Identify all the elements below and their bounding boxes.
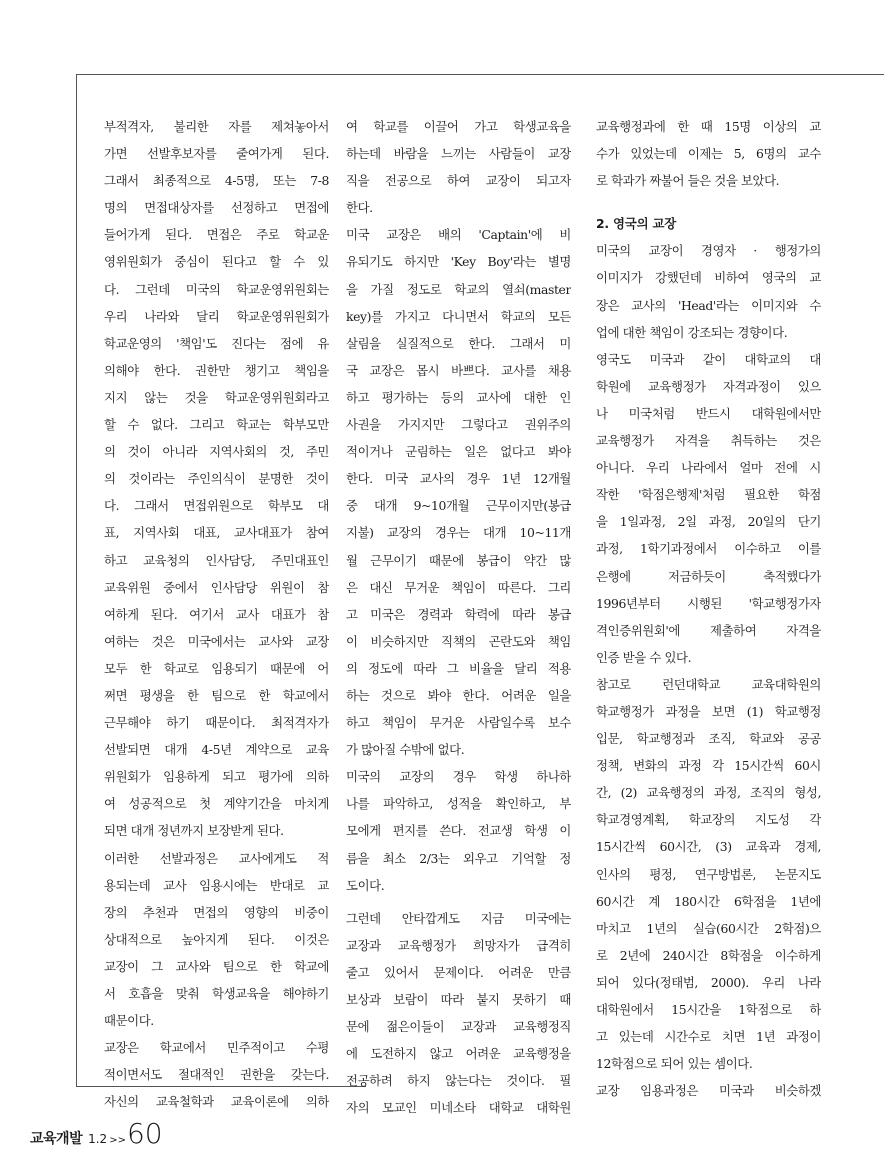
text-line: 교장이 그 교사와 팀으로 한 학교에 xyxy=(104,958,329,974)
text-line: 나 미국처럼 반드시 대학원에서만 xyxy=(596,405,821,421)
text-line: 을 가질 정도로 학교의 열쇠(master xyxy=(346,281,571,297)
text-line: 간, (2) 교육행정의 과정, 조직의 형성, xyxy=(596,785,821,801)
text-line: 가 많아질 수밖에 없다. xyxy=(346,742,465,758)
text-line: 은행에 저금하듯이 축적했다가 xyxy=(596,568,821,584)
text-line: 고 미국은 경력과 학력에 따라 봉급 xyxy=(346,606,571,622)
text-line: 여 성공적으로 첫 계약기간을 마치게 xyxy=(104,796,329,812)
text-line: 60시간 계 180시간 6학점을 1년에 xyxy=(596,893,821,909)
text-line: 문에 젊은이들이 교장과 교육행정직 xyxy=(346,1019,571,1035)
text-line: 의 정도에 따라 그 비율을 달리 적용 xyxy=(346,660,571,676)
text-line: 미국의 교장의 경우 학생 하나하 xyxy=(346,769,571,785)
text-line: 위원회가 임용하게 되고 평가에 의하 xyxy=(104,769,329,785)
text-line: 참고로 런던대학교 교육대학원의 xyxy=(596,676,821,692)
text-line: 수가 있었는데 이제는 5, 6명의 교수 xyxy=(596,146,821,162)
text-line: 되면 대개 정년까지 보장받게 된다. xyxy=(104,823,284,839)
text-line: 국 교장은 몹시 바쁘다. 교사를 채용 xyxy=(346,362,571,378)
text-line: 부적격자, 불리한 자를 제쳐놓아서 xyxy=(104,119,329,134)
text-line: 을 1일과정, 2일 과정, 20일의 단기 xyxy=(596,514,821,530)
text-line: 사권을 가지지만 그렇다고 권위주의 xyxy=(346,417,571,433)
page-frame-top-rule xyxy=(76,74,884,75)
text-line: 다. 그래서 면접위원으로 학부모 대 xyxy=(104,498,329,514)
issue-number: 1.2 xyxy=(88,1132,108,1146)
text-column-3 xyxy=(596,113,821,1104)
text-line: 교장 임용과정은 미국과 비슷하겠 xyxy=(596,1083,821,1099)
text-line: 미국의 교장이 경영자 · 행정가의 xyxy=(596,243,821,259)
text-line: 은 대신 무거운 책임이 따른다. 그리 xyxy=(346,579,571,595)
text-line: 도이다. xyxy=(346,877,385,893)
text-line: 자의 모교인 미네소타 대학교 대학원 xyxy=(346,1100,571,1116)
text-line: 학교행정가 과정을 보면 (1) 학교행정 xyxy=(596,703,821,719)
text-line: 용되는데 교사 임용시에는 반대로 교 xyxy=(104,877,329,893)
text-line: 15시간씩 60시간, (3) 교육과 경제, xyxy=(596,839,821,855)
text-line: 미국 교장은 배의 'Captain'에 비 xyxy=(346,227,571,243)
text-line: 하는데 바람을 느끼는 사람들이 교장 xyxy=(346,146,571,162)
text-line: 한다. 미국 교사의 경우 1년 12개월 xyxy=(346,471,571,487)
text-line: 의 것이 아니라 지역사회의 것, 주민 xyxy=(104,444,329,460)
text-line: 하고 평가하는 등의 교사에 대한 인 xyxy=(346,389,571,405)
text-line: 직을 전공으로 하여 교장이 되고자 xyxy=(346,173,571,189)
text-line: 다. 그런데 미국의 학교운영위원회는 xyxy=(104,281,329,297)
text-line: 아니다. 우리 나라에서 얼마 전에 시 xyxy=(596,460,821,476)
text-line: 교장은 학교에서 민주적이고 수평 xyxy=(104,1040,329,1056)
text-line: 에 도전하지 않고 어려운 교육행정을 xyxy=(346,1046,571,1062)
text-line: 적이거나 군림하는 일은 없다고 봐야 xyxy=(346,444,571,460)
text-line: 들어가게 된다. 면접은 주로 학교운 xyxy=(104,227,329,243)
text-line: 가면 선발후보자를 줄여가게 된다. xyxy=(104,146,329,162)
text-line: 지지 않는 것을 학교운영위원회라고 xyxy=(104,389,329,405)
page-footer xyxy=(30,1117,163,1154)
text-line: 여하게 된다. 여기서 교사 대표가 참 xyxy=(104,606,329,622)
text-line: 때문이다. xyxy=(104,1013,154,1029)
text-line: 자신의 교육철학과 교육이론에 의하 xyxy=(104,1094,329,1110)
page-frame-left-rule xyxy=(76,74,77,1086)
text-line: 이 비슷하지만 직책의 곤란도와 책임 xyxy=(346,633,571,649)
text-line: 의해야 한다. 권한만 챙기고 책임을 xyxy=(104,362,329,378)
text-line: 학원에 교육행정가 자격과정이 있으 xyxy=(596,378,821,394)
text-line: 마치고 1년의 실습(60시간 2학점)으 xyxy=(596,920,821,936)
text-line: 여 학교를 이끌어 가고 학생교육을 xyxy=(346,119,571,134)
text-line: 영국도 미국과 같이 대학교의 대 xyxy=(596,351,821,367)
text-line: 인사의 평정, 연구방법론, 논문지도 xyxy=(596,866,821,882)
text-line: 영위원회가 중심이 된다고 할 수 있 xyxy=(104,254,329,270)
text-line: 과정, 1학기과정에서 이수하고 이를 xyxy=(596,541,821,557)
text-line: 선발되면 대개 4-5년 계약으로 교육 xyxy=(104,742,329,758)
text-line: 할 수 없다. 그리고 학교는 학부모만 xyxy=(104,417,329,433)
text-line: 하고 교육청의 인사담당, 주민대표인 xyxy=(104,552,329,568)
text-line: 격인증위원회'에 제출하여 자격을 xyxy=(596,622,821,638)
text-line: 월 근무이기 때문에 봉급이 약간 많 xyxy=(346,552,571,568)
footer-arrows: >> xyxy=(109,1135,126,1146)
text-line: 되어 있다(정태범, 2000). 우리 나라 xyxy=(596,974,821,990)
text-line: 로 학과가 짜불어 들은 것을 보았다. xyxy=(596,173,780,189)
text-line: 교육행정과에 한 때 15명 이상의 교 xyxy=(596,119,821,134)
text-line: 장의 추천과 면접의 영향의 비중이 xyxy=(104,904,329,920)
text-line: 근무해야 하기 때문이다. 최적격자가 xyxy=(104,715,329,731)
text-line: 1996년부터 시행된 '학교행정가자 xyxy=(596,595,821,611)
text-line: 장은 교사의 'Head'라는 이미지와 수 xyxy=(596,297,821,313)
magazine-name: 교육개발 xyxy=(30,1131,83,1147)
text-line: 학교경영계획, 학교장의 지도성 각 xyxy=(596,812,821,828)
text-line: 12학점으로 되어 있는 셈이다. xyxy=(596,1056,753,1072)
text-line: 름을 최소 2/3는 외우고 기억할 정 xyxy=(346,850,571,866)
text-line: 전공하려 하지 않는다는 것이다. 필 xyxy=(346,1073,571,1089)
text-line: 교장과 교육행정가 희망자가 급격히 xyxy=(346,937,571,953)
text-line: 인증 받을 수 있다. xyxy=(596,649,692,665)
text-line: 지불) 교장의 경우는 대개 10~11개 xyxy=(346,525,571,541)
text-line: 살림을 실질적으로 한다. 그래서 미 xyxy=(346,335,571,351)
text-line: 이러한 선발과정은 교사에게도 적 xyxy=(104,850,329,866)
text-line: 학교운영의 '책임'도 진다는 점에 유 xyxy=(104,335,329,351)
text-line: 여하는 것은 미국에서는 교사와 교장 xyxy=(104,633,329,649)
text-line: 정책, 변화의 과정 각 15시간씩 60시 xyxy=(596,758,821,774)
text-line: 하는 것으로 봐야 한다. 어려운 일을 xyxy=(346,687,571,703)
text-line: 의 것이라는 주인의식이 분명한 것이 xyxy=(104,471,329,487)
text-column-2 xyxy=(346,113,571,1121)
text-line: 줄고 있어서 문제이다. 어려운 만큼 xyxy=(346,964,571,980)
text-line: 그런데 안타깝게도 지금 미국에는 xyxy=(346,910,571,926)
text-line: 명의 면접대상자를 선정하고 면접에 xyxy=(104,200,329,216)
text-line: 모두 한 학교로 임용되기 때문에 어 xyxy=(104,660,329,676)
text-column-1 xyxy=(104,113,329,1115)
text-line: 중 대개 9~10개월 근무이지만(봉급 xyxy=(346,498,571,514)
text-line: 한다. xyxy=(346,200,373,216)
page-number: 60 xyxy=(126,1117,163,1150)
text-line: 이미지가 강했던데 비하여 영국의 교 xyxy=(596,270,821,286)
text-line: 로 2년에 240시간 8학점을 이수하게 xyxy=(596,947,821,963)
text-line: 상대적으로 높아지게 된다. 이것은 xyxy=(104,931,329,947)
text-line: 우리 나라와 달리 학교운영위원회가 xyxy=(104,308,329,324)
text-line: 교육위원 중에서 인사담당 위원이 참 xyxy=(104,579,329,595)
text-line: 서 호흡을 맞춰 학생교육을 해야하기 xyxy=(104,986,329,1001)
text-line: 교육행정가 자격을 취득하는 것은 xyxy=(596,433,821,449)
text-line: 고 있는데 시간수로 치면 1년 과정이 xyxy=(596,1029,821,1045)
text-line: 그래서 최종적으로 4-5명, 또는 7-8 xyxy=(104,173,329,189)
text-line: 하고 책임이 무거운 사람일수록 보수 xyxy=(346,715,571,731)
text-line: 입문, 학교행정과 조직, 학교와 공공 xyxy=(596,731,821,747)
section-heading: 2. 영국의 교장 xyxy=(596,216,677,232)
text-line: 표, 지역사회 대표, 교사대표가 참여 xyxy=(104,525,329,541)
text-line: 작한 '학점은행제'처럼 필요한 학점 xyxy=(596,487,821,503)
text-line: 대학원에서 15시간을 1학점으로 하 xyxy=(596,1002,821,1017)
text-line: 보상과 보람이 따라 붙지 못하기 때 xyxy=(346,992,571,1007)
text-line: 업에 대한 책임이 강조되는 경향이다. xyxy=(596,324,788,340)
text-line: key)를 가지고 다니면서 학교의 모든 xyxy=(346,308,571,324)
text-line: 유되기도 하지만 'Key Boy'라는 별명 xyxy=(346,254,571,270)
text-line: 모에게 편지를 쓴다. 전교생 학생 이 xyxy=(346,823,571,839)
text-line: 나를 파악하고, 성적을 확인하고, 부 xyxy=(346,796,571,812)
text-line: 적이면서도 절대적인 권한을 갖는다. xyxy=(104,1067,329,1083)
text-line: 쩌면 평생을 한 팀으로 한 학교에서 xyxy=(104,687,329,703)
